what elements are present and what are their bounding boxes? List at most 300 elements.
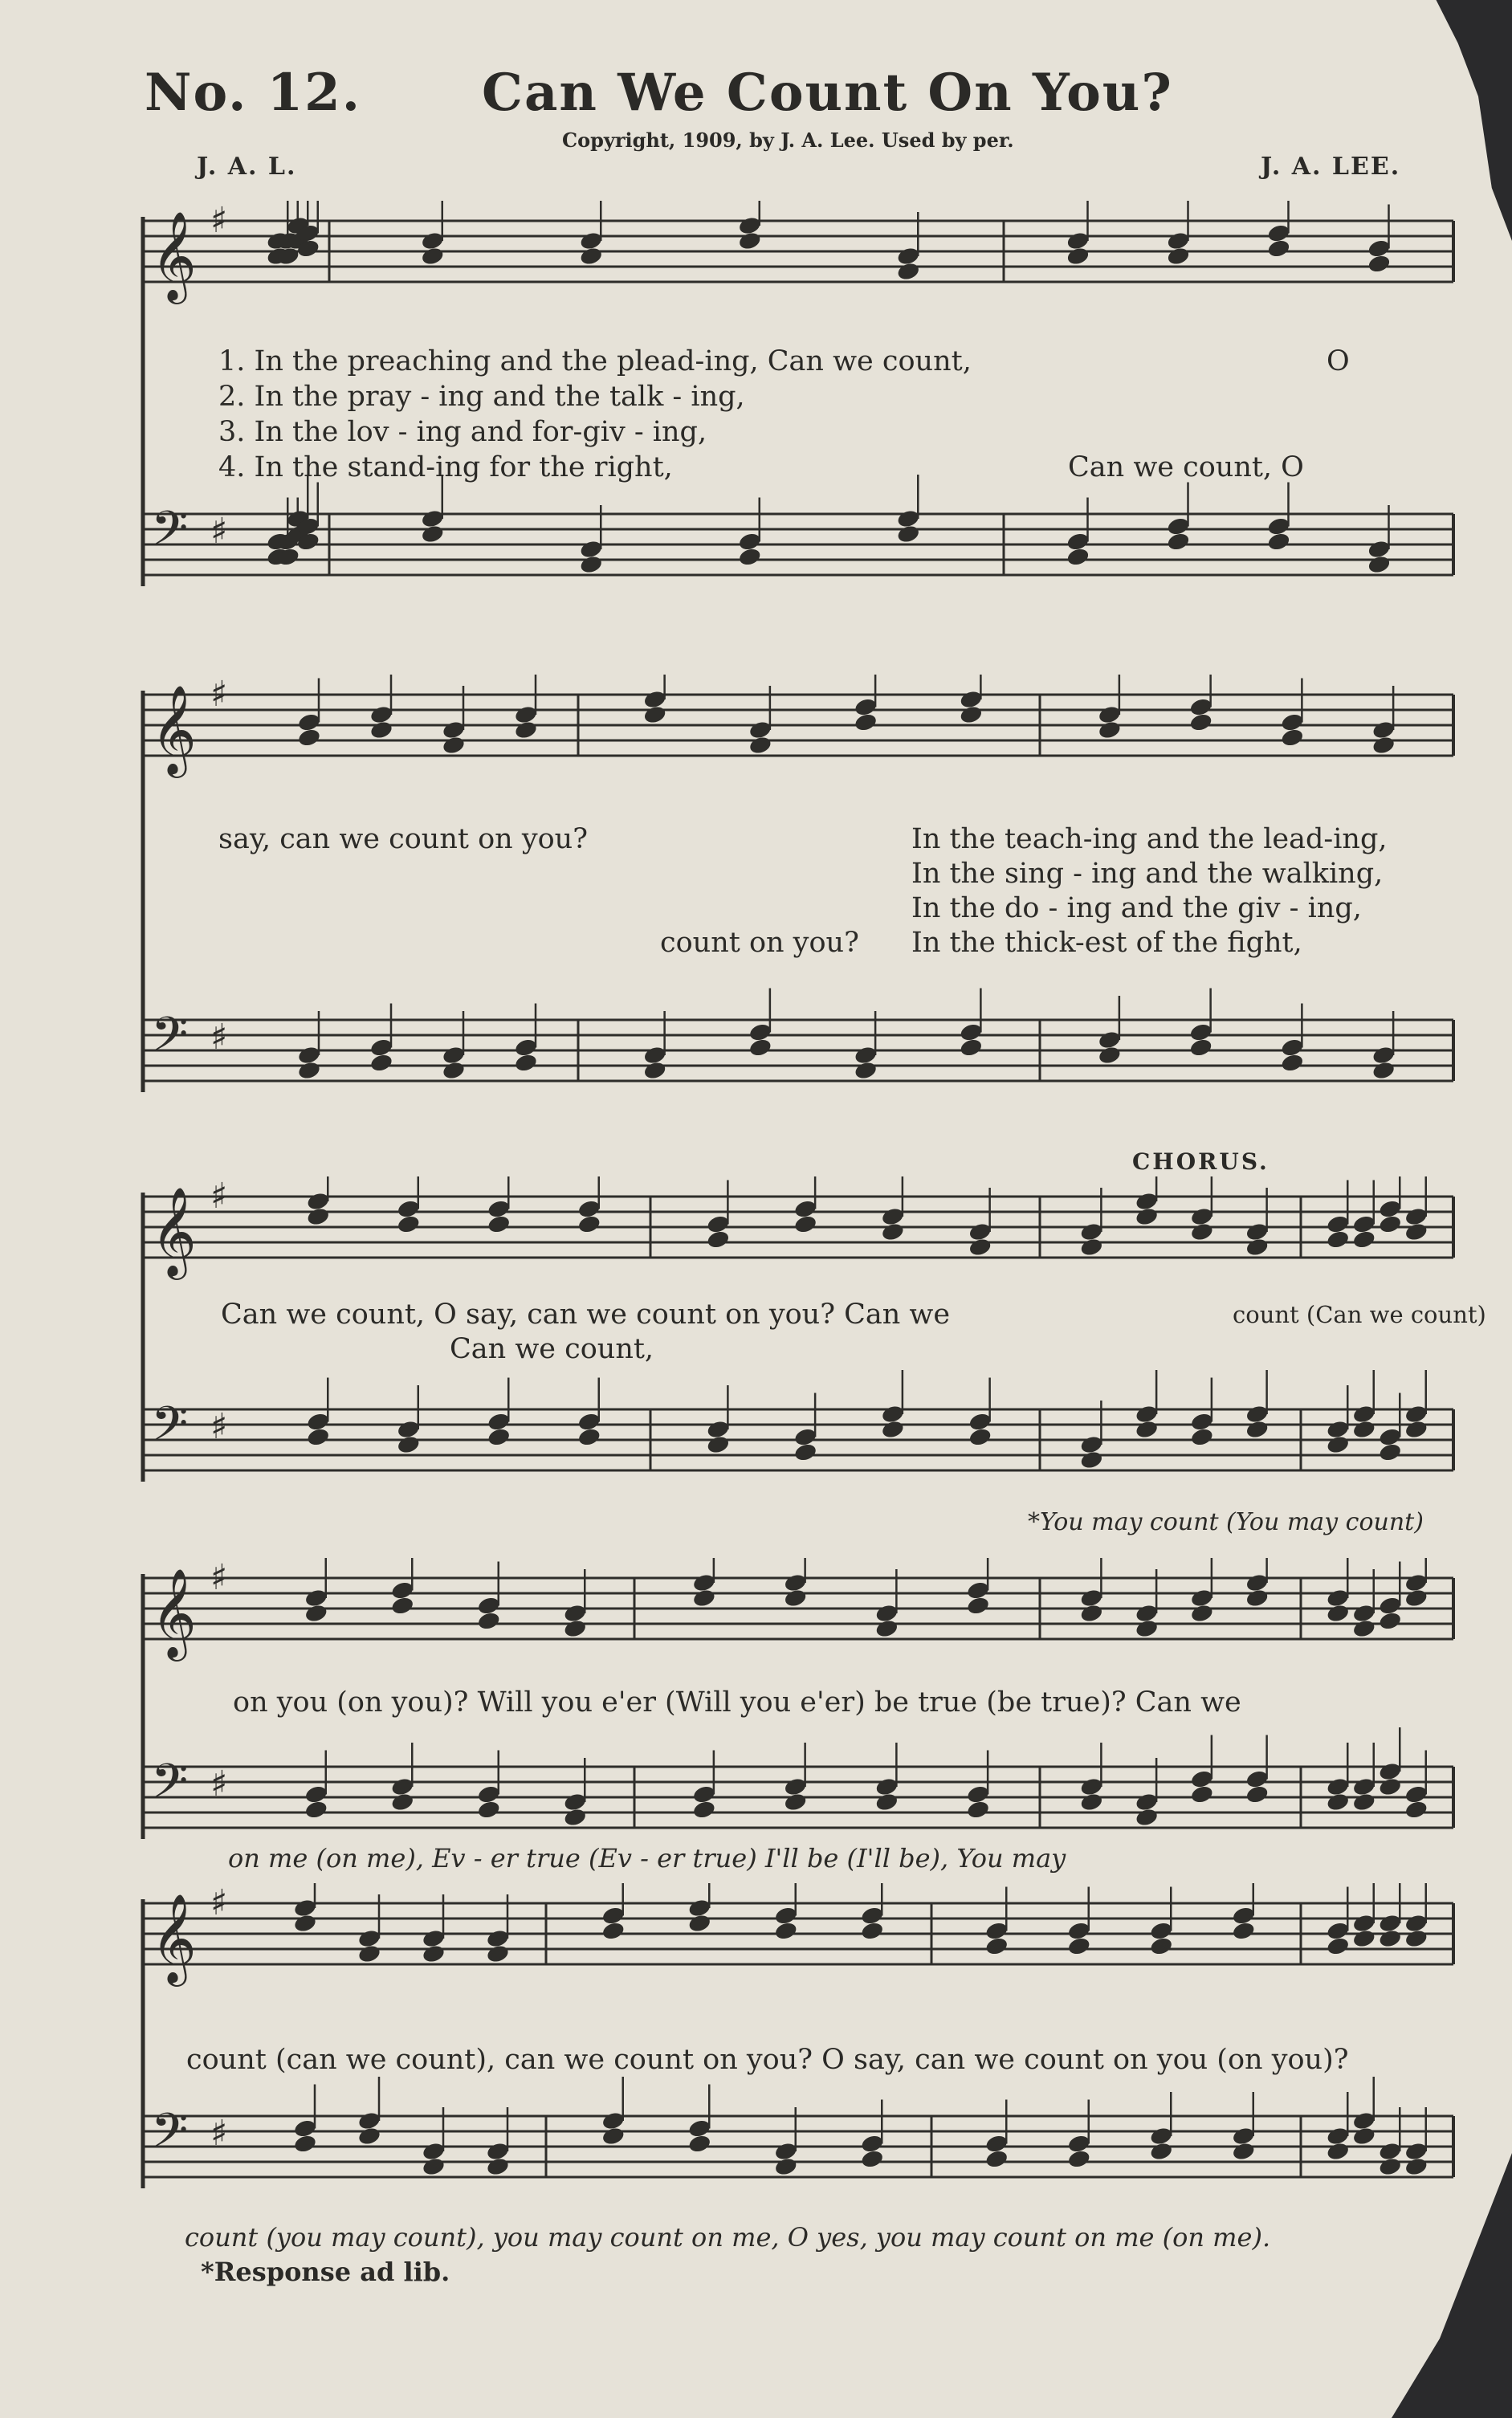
hymn-number: No. 12. bbox=[145, 63, 361, 123]
bass-clef-icon: 𝄢 bbox=[151, 1396, 189, 1463]
notehead bbox=[706, 1419, 731, 1440]
notehead bbox=[1079, 1237, 1104, 1258]
sharp-icon: ♯ bbox=[210, 201, 228, 241]
notehead bbox=[486, 1943, 511, 1964]
notehead bbox=[966, 1800, 991, 1821]
notehead bbox=[476, 1596, 501, 1617]
notehead bbox=[1326, 1776, 1351, 1797]
notehead bbox=[860, 1921, 885, 1942]
sharp-icon: ♯ bbox=[210, 1406, 228, 1447]
notehead bbox=[1245, 1784, 1270, 1805]
notehead bbox=[1326, 1229, 1351, 1250]
music-system-2 bbox=[128, 675, 1461, 1108]
staff bbox=[145, 1370, 1453, 1470]
system-2-line-4-start: count on you? bbox=[660, 927, 859, 959]
notehead bbox=[783, 1792, 808, 1812]
staff bbox=[145, 1558, 1453, 1662]
notehead bbox=[1079, 1792, 1104, 1812]
notehead bbox=[1166, 230, 1191, 251]
notehead bbox=[1371, 720, 1396, 740]
notehead bbox=[642, 704, 667, 725]
notehead bbox=[1326, 1603, 1351, 1624]
verse-4-end: Can we count, O bbox=[1068, 451, 1304, 483]
notehead bbox=[1231, 2141, 1256, 2162]
notehead bbox=[577, 1427, 601, 1448]
notehead bbox=[966, 1580, 991, 1601]
notehead bbox=[1245, 1221, 1270, 1242]
notehead bbox=[1326, 1588, 1351, 1609]
verse-3-line-1: 3. In the lov - ing and for-giv - ing, bbox=[218, 416, 707, 448]
notehead bbox=[874, 1603, 899, 1624]
notehead bbox=[1066, 547, 1090, 568]
notehead bbox=[1404, 1221, 1428, 1242]
notehead bbox=[420, 246, 445, 267]
notehead bbox=[369, 1038, 394, 1058]
verse-1-end: O bbox=[1327, 345, 1350, 377]
notehead bbox=[881, 1419, 906, 1440]
notehead bbox=[1351, 1603, 1376, 1624]
notehead bbox=[1188, 1038, 1213, 1058]
notehead bbox=[959, 1038, 984, 1058]
notehead bbox=[476, 1784, 501, 1805]
notehead bbox=[1245, 1237, 1270, 1258]
notehead bbox=[1166, 532, 1191, 553]
notehead bbox=[1149, 1921, 1174, 1942]
system-2-verse-2: In the sing - ing and the walking, bbox=[911, 858, 1384, 890]
notehead bbox=[687, 2118, 712, 2139]
notehead bbox=[1231, 1921, 1256, 1942]
notehead bbox=[297, 728, 322, 748]
music-system-3 bbox=[128, 1176, 1461, 1498]
response-line-2: on me (on me), Ev - er true (Ev - er true) I'll be (I'll be), You may bbox=[228, 1843, 1066, 1874]
notehead bbox=[369, 1053, 394, 1074]
notehead bbox=[692, 1800, 717, 1821]
notehead bbox=[422, 1928, 446, 1949]
notehead bbox=[1378, 2141, 1403, 2162]
notehead bbox=[1351, 1214, 1376, 1235]
notehead bbox=[487, 1412, 511, 1433]
notehead bbox=[1367, 539, 1392, 560]
notehead bbox=[601, 2126, 626, 2147]
notehead bbox=[293, 2134, 318, 2155]
notehead bbox=[1351, 1404, 1376, 1425]
notehead bbox=[1188, 1022, 1213, 1043]
notehead bbox=[1190, 1206, 1215, 1227]
hymn-title: Can We Count On You? bbox=[482, 63, 1173, 123]
notehead bbox=[1280, 728, 1305, 748]
notehead bbox=[793, 1427, 818, 1448]
notehead bbox=[1371, 1060, 1396, 1081]
notehead bbox=[860, 1906, 885, 1927]
notehead bbox=[968, 1412, 992, 1433]
notehead bbox=[854, 712, 878, 733]
notehead bbox=[293, 1913, 318, 1934]
notehead bbox=[486, 2156, 511, 2177]
notehead bbox=[896, 508, 921, 529]
notehead bbox=[442, 1060, 467, 1081]
notehead bbox=[1371, 735, 1396, 756]
notehead bbox=[737, 532, 762, 553]
system-2-verse-1: In the teach-ing and the lead-ing, bbox=[911, 823, 1388, 855]
notehead bbox=[1149, 1936, 1174, 1957]
verse-4-line-1: 4. In the stand-ing for the right, bbox=[218, 451, 673, 483]
sharp-icon: ♯ bbox=[210, 1017, 228, 1058]
notehead bbox=[297, 1045, 322, 1066]
notehead bbox=[577, 1214, 601, 1235]
notehead bbox=[642, 1060, 667, 1081]
notehead bbox=[1404, 1800, 1428, 1821]
notehead bbox=[390, 1776, 415, 1797]
notehead bbox=[304, 1588, 328, 1609]
staff bbox=[145, 475, 1453, 575]
notehead bbox=[642, 689, 667, 710]
notehead bbox=[1245, 1769, 1270, 1790]
notehead bbox=[854, 697, 878, 718]
notehead bbox=[968, 1427, 992, 1448]
notehead bbox=[968, 1221, 992, 1242]
notehead bbox=[793, 1214, 818, 1235]
notehead bbox=[422, 2156, 446, 2177]
treble-clef-icon: 𝄞 bbox=[151, 1568, 197, 1658]
notehead bbox=[1135, 1206, 1159, 1227]
notehead bbox=[737, 230, 762, 251]
staff bbox=[145, 2077, 1453, 2177]
notehead bbox=[1378, 1427, 1403, 1448]
notehead bbox=[687, 1913, 712, 1934]
system-2-verse-4: In the thick-est of the fight, bbox=[911, 927, 1302, 959]
chorus-label: CHORUS. bbox=[1132, 1148, 1270, 1175]
notehead bbox=[1404, 1404, 1428, 1425]
notehead bbox=[579, 246, 604, 267]
notehead bbox=[1378, 1928, 1403, 1949]
notehead bbox=[601, 1921, 626, 1942]
footnote: *Response ad lib. bbox=[201, 2257, 450, 2287]
sharp-icon: ♯ bbox=[210, 1764, 228, 1804]
sharp-icon: ♯ bbox=[210, 675, 228, 715]
notehead bbox=[881, 1221, 906, 1242]
notehead bbox=[1351, 2126, 1376, 2147]
chorus-line-3: count (can we count), can we count on you? O say, can we count on you (on you)? bbox=[186, 2044, 1349, 2076]
notehead bbox=[422, 1943, 446, 1964]
notehead bbox=[687, 1898, 712, 1918]
notehead bbox=[706, 1434, 731, 1455]
notehead bbox=[306, 1206, 331, 1227]
notehead bbox=[487, 1214, 511, 1235]
staff bbox=[145, 1883, 1453, 1987]
notehead bbox=[968, 1237, 992, 1258]
notehead bbox=[1149, 2126, 1174, 2147]
notehead bbox=[1266, 223, 1291, 244]
notehead bbox=[601, 2110, 626, 2131]
bass-clef-icon: 𝄢 bbox=[151, 1006, 189, 1074]
notehead bbox=[854, 1060, 878, 1081]
notehead bbox=[1378, 2156, 1403, 2177]
notehead bbox=[874, 1776, 899, 1797]
notehead bbox=[642, 1045, 667, 1066]
notehead bbox=[579, 554, 604, 575]
notehead bbox=[1404, 1913, 1428, 1934]
notehead bbox=[748, 1038, 773, 1058]
notehead bbox=[420, 508, 445, 529]
notehead bbox=[577, 1412, 601, 1433]
notehead bbox=[357, 1943, 382, 1964]
words-credit: J. A. L. bbox=[197, 153, 297, 181]
treble-clef-icon: 𝄞 bbox=[151, 1893, 197, 1983]
notehead bbox=[1098, 1045, 1123, 1066]
chorus-line-1: Can we count, O say, can we count on you? Can we bbox=[221, 1299, 951, 1331]
notehead bbox=[1066, 1921, 1091, 1942]
notehead bbox=[783, 1572, 808, 1593]
notehead bbox=[579, 539, 604, 560]
notehead bbox=[357, 1928, 382, 1949]
notehead bbox=[773, 2156, 798, 2177]
notehead bbox=[514, 720, 539, 740]
notehead bbox=[1190, 1769, 1215, 1790]
notehead bbox=[687, 2134, 712, 2155]
notehead bbox=[706, 1214, 731, 1235]
notehead bbox=[579, 230, 604, 251]
notehead bbox=[1190, 1784, 1215, 1805]
notehead bbox=[1351, 1618, 1376, 1639]
notehead bbox=[486, 2141, 511, 2162]
notehead bbox=[1066, 2149, 1091, 2170]
bass-clef-icon: 𝄢 bbox=[151, 500, 189, 568]
sharp-icon: ♯ bbox=[210, 2113, 228, 2154]
notehead bbox=[1188, 697, 1213, 718]
notehead bbox=[1326, 2126, 1351, 2147]
notehead bbox=[1280, 712, 1305, 733]
notehead bbox=[984, 1936, 1009, 1957]
notehead bbox=[1245, 1572, 1270, 1593]
sharp-icon: ♯ bbox=[210, 1883, 228, 1923]
notehead bbox=[563, 1603, 588, 1624]
notehead bbox=[773, 1906, 798, 1927]
notehead bbox=[476, 1800, 501, 1821]
notehead bbox=[390, 1580, 415, 1601]
notehead bbox=[773, 1921, 798, 1942]
notehead bbox=[304, 1800, 328, 1821]
notehead bbox=[422, 2141, 446, 2162]
staff bbox=[145, 989, 1453, 1082]
staff bbox=[145, 201, 1453, 304]
notehead bbox=[692, 1784, 717, 1805]
response-line-3: count (you may count), you may count on me, O yes, you may count on me (on me). bbox=[185, 2222, 1271, 2253]
notehead bbox=[1351, 1792, 1376, 1812]
notehead bbox=[1367, 254, 1392, 275]
notehead bbox=[1378, 1913, 1403, 1934]
chorus-line-2: on you (on you)? Will you e'er (Will you e'er) be true (be true)? Can we bbox=[233, 1686, 1241, 1719]
notehead bbox=[1135, 1191, 1159, 1212]
notehead bbox=[1079, 1776, 1104, 1797]
notehead bbox=[966, 1784, 991, 1805]
notehead bbox=[1404, 2156, 1428, 2177]
notehead bbox=[783, 1776, 808, 1797]
notehead bbox=[1404, 2141, 1428, 2162]
notehead bbox=[396, 1199, 421, 1220]
notehead bbox=[1367, 239, 1392, 259]
notehead bbox=[420, 230, 445, 251]
notehead bbox=[577, 1199, 601, 1220]
notehead bbox=[1351, 1928, 1376, 1949]
notehead bbox=[297, 712, 322, 733]
notehead bbox=[1231, 2126, 1256, 2147]
staff bbox=[145, 1176, 1453, 1280]
verse-2-line-1: 2. In the pray - ing and the talk - ing, bbox=[218, 381, 745, 413]
notehead bbox=[1245, 1588, 1270, 1609]
notehead bbox=[1190, 1221, 1215, 1242]
notehead bbox=[369, 704, 394, 725]
system-2-verse-3: In the do - ing and the giv - ing, bbox=[911, 892, 1362, 924]
notehead bbox=[881, 1404, 906, 1425]
bass-clef-icon: 𝄢 bbox=[151, 2102, 189, 2170]
notehead bbox=[1404, 1206, 1428, 1227]
notehead bbox=[1280, 1053, 1305, 1074]
notehead bbox=[1166, 516, 1191, 537]
notehead bbox=[959, 689, 984, 710]
notehead bbox=[442, 735, 467, 756]
notehead bbox=[1135, 1603, 1159, 1624]
sharp-icon: ♯ bbox=[210, 511, 228, 552]
notehead bbox=[357, 2126, 382, 2147]
notehead bbox=[1326, 1921, 1351, 1942]
notehead bbox=[737, 215, 762, 236]
notehead bbox=[748, 1022, 773, 1043]
notehead bbox=[306, 1191, 331, 1212]
notehead bbox=[1351, 1776, 1376, 1797]
notehead bbox=[476, 1611, 501, 1632]
notehead bbox=[1378, 1214, 1403, 1235]
notehead bbox=[396, 1419, 421, 1440]
notehead bbox=[390, 1596, 415, 1617]
notehead bbox=[293, 1898, 318, 1918]
chorus-line-1-alto: Can we count, bbox=[450, 1333, 654, 1365]
notehead bbox=[896, 261, 921, 282]
notehead bbox=[1079, 1450, 1104, 1470]
response-line-1: *You may count (You may count) bbox=[1028, 1508, 1424, 1536]
notehead bbox=[748, 735, 773, 756]
notehead bbox=[396, 1434, 421, 1455]
notehead bbox=[1351, 1419, 1376, 1440]
notehead bbox=[442, 720, 467, 740]
notehead bbox=[860, 2134, 885, 2155]
notehead bbox=[1326, 2141, 1351, 2162]
notehead bbox=[1066, 532, 1090, 553]
notehead bbox=[1066, 1936, 1091, 1957]
notehead bbox=[984, 2134, 1009, 2155]
notehead bbox=[959, 1022, 984, 1043]
notehead bbox=[1326, 1434, 1351, 1455]
notehead bbox=[881, 1206, 906, 1227]
notehead bbox=[1190, 1588, 1215, 1609]
notehead bbox=[487, 1427, 511, 1448]
notehead bbox=[442, 1045, 467, 1066]
notehead bbox=[304, 1603, 328, 1624]
sharp-icon: ♯ bbox=[210, 1176, 228, 1217]
notehead bbox=[692, 1572, 717, 1593]
notehead bbox=[1066, 2134, 1091, 2155]
notehead bbox=[773, 2141, 798, 2162]
notehead bbox=[1098, 704, 1123, 725]
notehead bbox=[1404, 1419, 1428, 1440]
notehead bbox=[1079, 1588, 1104, 1609]
notehead bbox=[1149, 2141, 1174, 2162]
notehead bbox=[601, 1906, 626, 1927]
notehead bbox=[1098, 1030, 1123, 1050]
notehead bbox=[959, 704, 984, 725]
treble-clef-icon: 𝄞 bbox=[151, 684, 197, 774]
notehead bbox=[793, 1442, 818, 1463]
notehead bbox=[874, 1792, 899, 1812]
notehead bbox=[1079, 1603, 1104, 1624]
notehead bbox=[563, 1792, 588, 1812]
notehead bbox=[1378, 1442, 1403, 1463]
notehead bbox=[420, 524, 445, 544]
notehead bbox=[563, 1807, 588, 1828]
notehead bbox=[1190, 1412, 1215, 1433]
notehead bbox=[1280, 1038, 1305, 1058]
notehead bbox=[1190, 1603, 1215, 1624]
music-credit: J. A. LEE. bbox=[1261, 153, 1401, 181]
bass-clef-icon: 𝄢 bbox=[151, 1753, 189, 1821]
notehead bbox=[1404, 1588, 1428, 1609]
notehead bbox=[1367, 554, 1392, 575]
notehead bbox=[1404, 1784, 1428, 1805]
notehead bbox=[1135, 1404, 1159, 1425]
notehead bbox=[1135, 1618, 1159, 1639]
notehead bbox=[396, 1214, 421, 1235]
staff bbox=[145, 1727, 1453, 1828]
verse-1-line-1: 1. In the preaching and the plead-ing, Can we count, bbox=[218, 345, 972, 377]
notehead bbox=[1326, 1419, 1351, 1440]
notehead bbox=[896, 524, 921, 544]
notehead bbox=[1231, 1906, 1256, 1927]
treble-clef-icon: 𝄞 bbox=[151, 1186, 197, 1276]
notehead bbox=[1326, 1936, 1351, 1957]
notehead bbox=[293, 2118, 318, 2139]
notehead bbox=[1378, 1611, 1403, 1632]
notehead bbox=[896, 246, 921, 267]
sharp-icon: ♯ bbox=[210, 1558, 228, 1598]
notehead bbox=[357, 2110, 382, 2131]
notehead bbox=[737, 547, 762, 568]
notehead bbox=[1098, 720, 1123, 740]
notehead bbox=[1079, 1221, 1104, 1242]
notehead bbox=[1266, 516, 1291, 537]
notehead bbox=[514, 1038, 539, 1058]
notehead bbox=[1245, 1404, 1270, 1425]
treble-clef-icon: 𝄞 bbox=[151, 210, 197, 300]
notehead bbox=[1378, 1596, 1403, 1617]
notehead bbox=[514, 1053, 539, 1074]
notehead bbox=[1378, 1761, 1403, 1782]
notehead bbox=[306, 1412, 331, 1433]
notehead bbox=[1378, 1199, 1403, 1220]
notehead bbox=[783, 1588, 808, 1609]
notehead bbox=[1351, 1913, 1376, 1934]
notehead bbox=[1066, 246, 1090, 267]
staff bbox=[145, 675, 1453, 778]
notehead bbox=[1351, 2110, 1376, 2131]
notehead bbox=[984, 1921, 1009, 1942]
notehead bbox=[1135, 1807, 1159, 1828]
notehead bbox=[1371, 1045, 1396, 1066]
notehead bbox=[1166, 246, 1191, 267]
notehead bbox=[860, 2149, 885, 2170]
notehead bbox=[748, 720, 773, 740]
notehead bbox=[1326, 1214, 1351, 1235]
notehead bbox=[1266, 239, 1291, 259]
notehead bbox=[1135, 1792, 1159, 1812]
